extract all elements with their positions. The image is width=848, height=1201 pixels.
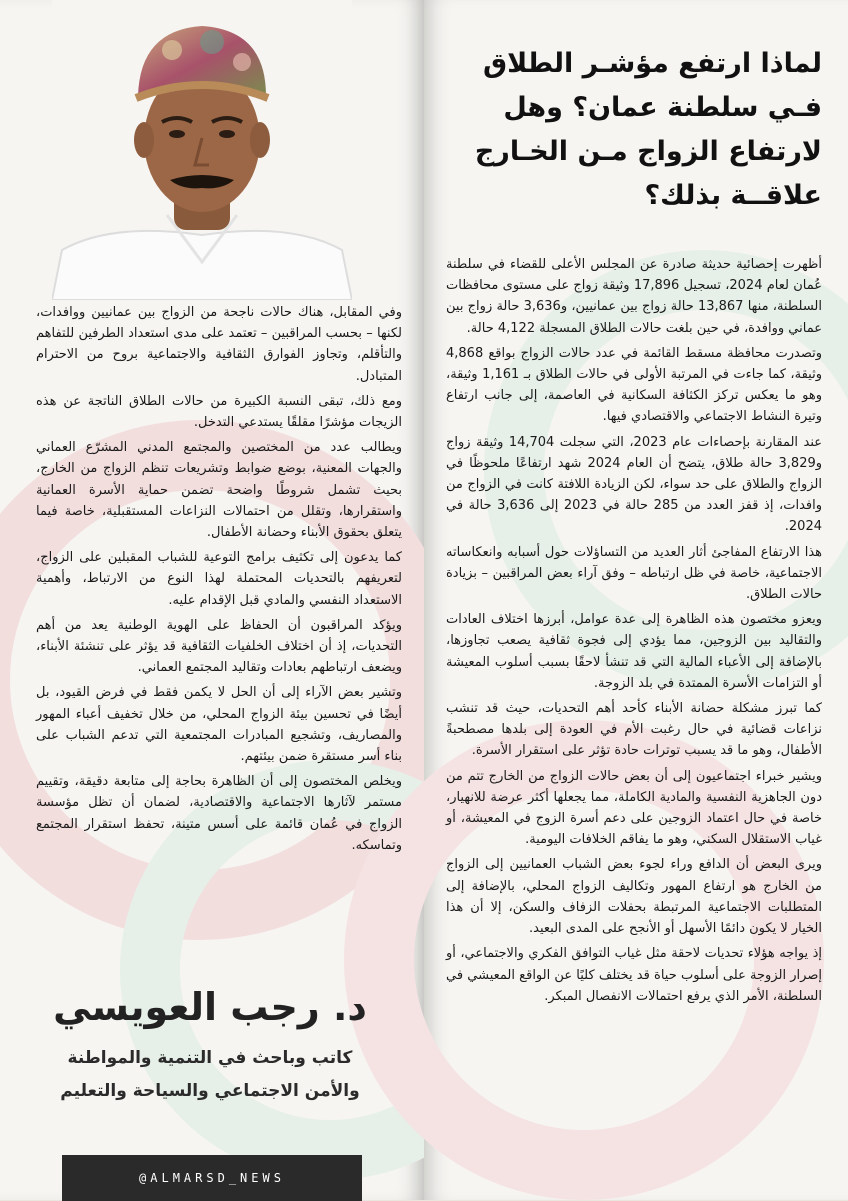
left-column [36,302,402,860]
paragraph: أظهرت إحصائية حديثة صادرة عن المجلس الأعلى للقضاء في سلطنة عُمان لعام 2024، تسجيل 17,896 وثيقة زواج على مستوى محافظات السلطنة، منها 13,867 حالة زواج بين عمانيين، و3,636 حالة زواج بين عماني ووافدة، في حين بلغت حالات الطلاق المسجلة 4,122 حالة. [446,257,822,336]
paragraph: ويرى البعض أن الدافع وراء لجوء بعض الشباب العمانيين إلى الزواج من الخارج هو ارتفاع المهور وتكاليف الزواج المحلي، بالإضافة إلى المتطلبات الاجتماعية المرتبطة بحفلات الزفاف والسكن، إلا أن هذا الخيار لا يكون دائمًا الأسهل أو الأنجح على المدى البعيد. [446,857,822,937]
social-handle-bar [62,1155,362,1201]
paragraph: إذ يواجه هؤلاء تحديات لاحقة مثل غياب التوافق الفكري والاجتماعي، أو إصرار الزوجة على أسلوب حياة قد يختلف كليًا عن الواقع المعيشي في السلطنة، الأمر الذي يرفع احتمالات الانفصال المبكر. [446,946,822,1004]
paragraph: وفي المقابل، هناك حالات ناجحة من الزواج بين عمانيين ووافدات، لكنها – بحسب المراقبين – تعتمد على مدى استعداد الطرفين للتفاهم والتأقلم، وتجاوز الفوارق الثقافية والاجتماعية بروح من الاحترام المتبادل. [36,305,402,384]
paragraph: ومع ذلك، تبقى النسبة الكبيرة من حالات الطلاق الناتجة عن هذه الزيجات مؤشرًا مقلقًا يستدعي التدخل. [36,393,402,431]
article-title: لماذا ارتفع مؤشـر الطلاق فـي سلطنة عمان؟ وهل لارتفاع الزواج مـن الخـارج علاقــة بذلك؟ [474,48,822,211]
paragraph: ويشير خبراء اجتماعيون إلى أن بعض حالات الزواج من الخارج تتم من دون الجاهزية النفسية والمادية الكاملة، مما يجعلها أكثر عرضة للانهيار، خاصة في حال اعتماد الزوجين على دعم أسرة الزوج في المعيشة، أو غياب الاستقلال السكني، وهو ما يفاقم الخلافات اليومية. [446,768,822,848]
author-photo [52,0,352,300]
paragraph: ويعزو مختصون هذه الظاهرة إلى عدة عوامل، أبرزها اختلاف العادات والتقاليد بين الزوجين، مما يؤدي إلى فجوة ثقافية يصعب تجاوزها، بالإضافة إلى الأعباء المالية التي قد تنشأ لاحقًا بسبب أسلوب المعيشة أو التزامات الأسرة الممتدة في بلد الزوجة. [446,612,822,691]
author-role-line-1: كاتب وباحث في التنمية والمواطنة [67,1048,353,1068]
paragraph: وتصدرت محافظة مسقط القائمة في عدد حالات الزواج بواقع 4,868 وثيقة، كما جاءت في المرتبة الأولى في حالات الطلاق بـ 1,161 وثيقة، وهو ما يعكس تركز الكثافة السكانية في العاصمة، إلى جانب ارتفاع وتيرة النشاط الاجتماعي والاقتصادي فيها. [446,345,822,425]
paragraph: ويخلص المختصون إلى أن الظاهرة بحاجة إلى متابعة دقيقة، وتقييم مستمر لآثارها الاجتماعية والاقتصادية، لضمان أن تظل مؤسسة الزواج في عُمان قائمة على أسس متينة، تحفظ استقرار المجتمع وتماسكه. [36,774,402,853]
paragraph: كما تبرز مشكلة حضانة الأبناء كأحد أهم التحديات، حيث قد تنشب نزاعات قضائية في حال رغبت الأم في العودة إلى بلدها مصطحبةً الأطفال، وهو ما قد يسبب توترات حادة تؤثر على استقرار الأسرة. [446,701,822,759]
paragraph: هذا الارتفاع المفاجئ أثار العديد من التساؤلات حول أسبابه وانعكاساته الاجتماعية، خاصة في ظل ارتباطه – وفق آراء بعض المراقبين – بزيادة حالات الطلاق. [446,544,822,603]
author-name: د. رجب العويسي [53,985,367,1029]
paragraph: عند المقارنة بإحصاءات عام 2023، التي سجلت 14,704 وثيقة زواج و3,829 حالة طلاق، يتضح أن العام 2024 شهد ارتفاعًا ملحوظًا في الزواج والطلاق على حد سواء، لكن الزيادة اللافتة كانت في الزواج من وافدات، إذ قفز العدد من 285 حالة في 2023 إلى 3,636 حالة في 2024. [446,434,823,535]
right-column [446,254,822,1011]
paragraph: كما يدعون إلى تكثيف برامج التوعية للشباب المقبلين على الزواج، لتعريفهم بالتحديات المحتملة لهذا النوع من الارتباط، وأهمية الاستعداد النفسي والمادي قبل الإقدام عليه. [36,550,402,608]
paragraph: ويطالب عدد من المختصين والمجتمع المدني المشرّع العماني والجهات المعنية، بوضع ضوابط وتشريعات تنظم الزواج من الخارج، بحيث تشمل شروطًا واضحة تضمن حماية الأسرة العمانية واستقرارها، وتقلل من احتمالات النزاعات المستقبلية، خاصة فيما يتعلق بحقوق الأبناء وحضانة الأطفال. [36,440,402,541]
paragraph: ويؤكد المراقبون أن الحفاظ على الهوية الوطنية يعد من أهم التحديات، إذ أن اختلاف الخلفيات الثقافية قد يؤثر على تنشئة الأبناء، ويضعف ارتباطهم بعادات وتقاليد المجتمع العماني. [36,617,402,676]
author-role-line-2: والأمن الاجتماعي والسياحة والتعليم [60,1081,360,1101]
social-handle: @ALMARSD_NEWS [139,1171,285,1185]
author-role [40,1042,380,1108]
paragraph: وتشير بعض الآراء إلى أن الحل لا يكمن فقط في فرض القيود، بل أيضًا في تحسين بيئة الزواج المحلي، من خلال تخفيف أعباء المهور والمصاريف، وتشجيع المبادرات المجتمعية التي تدعم الشباب على بناء أسر مستقرة ضمن بيئتهم. [36,685,402,765]
